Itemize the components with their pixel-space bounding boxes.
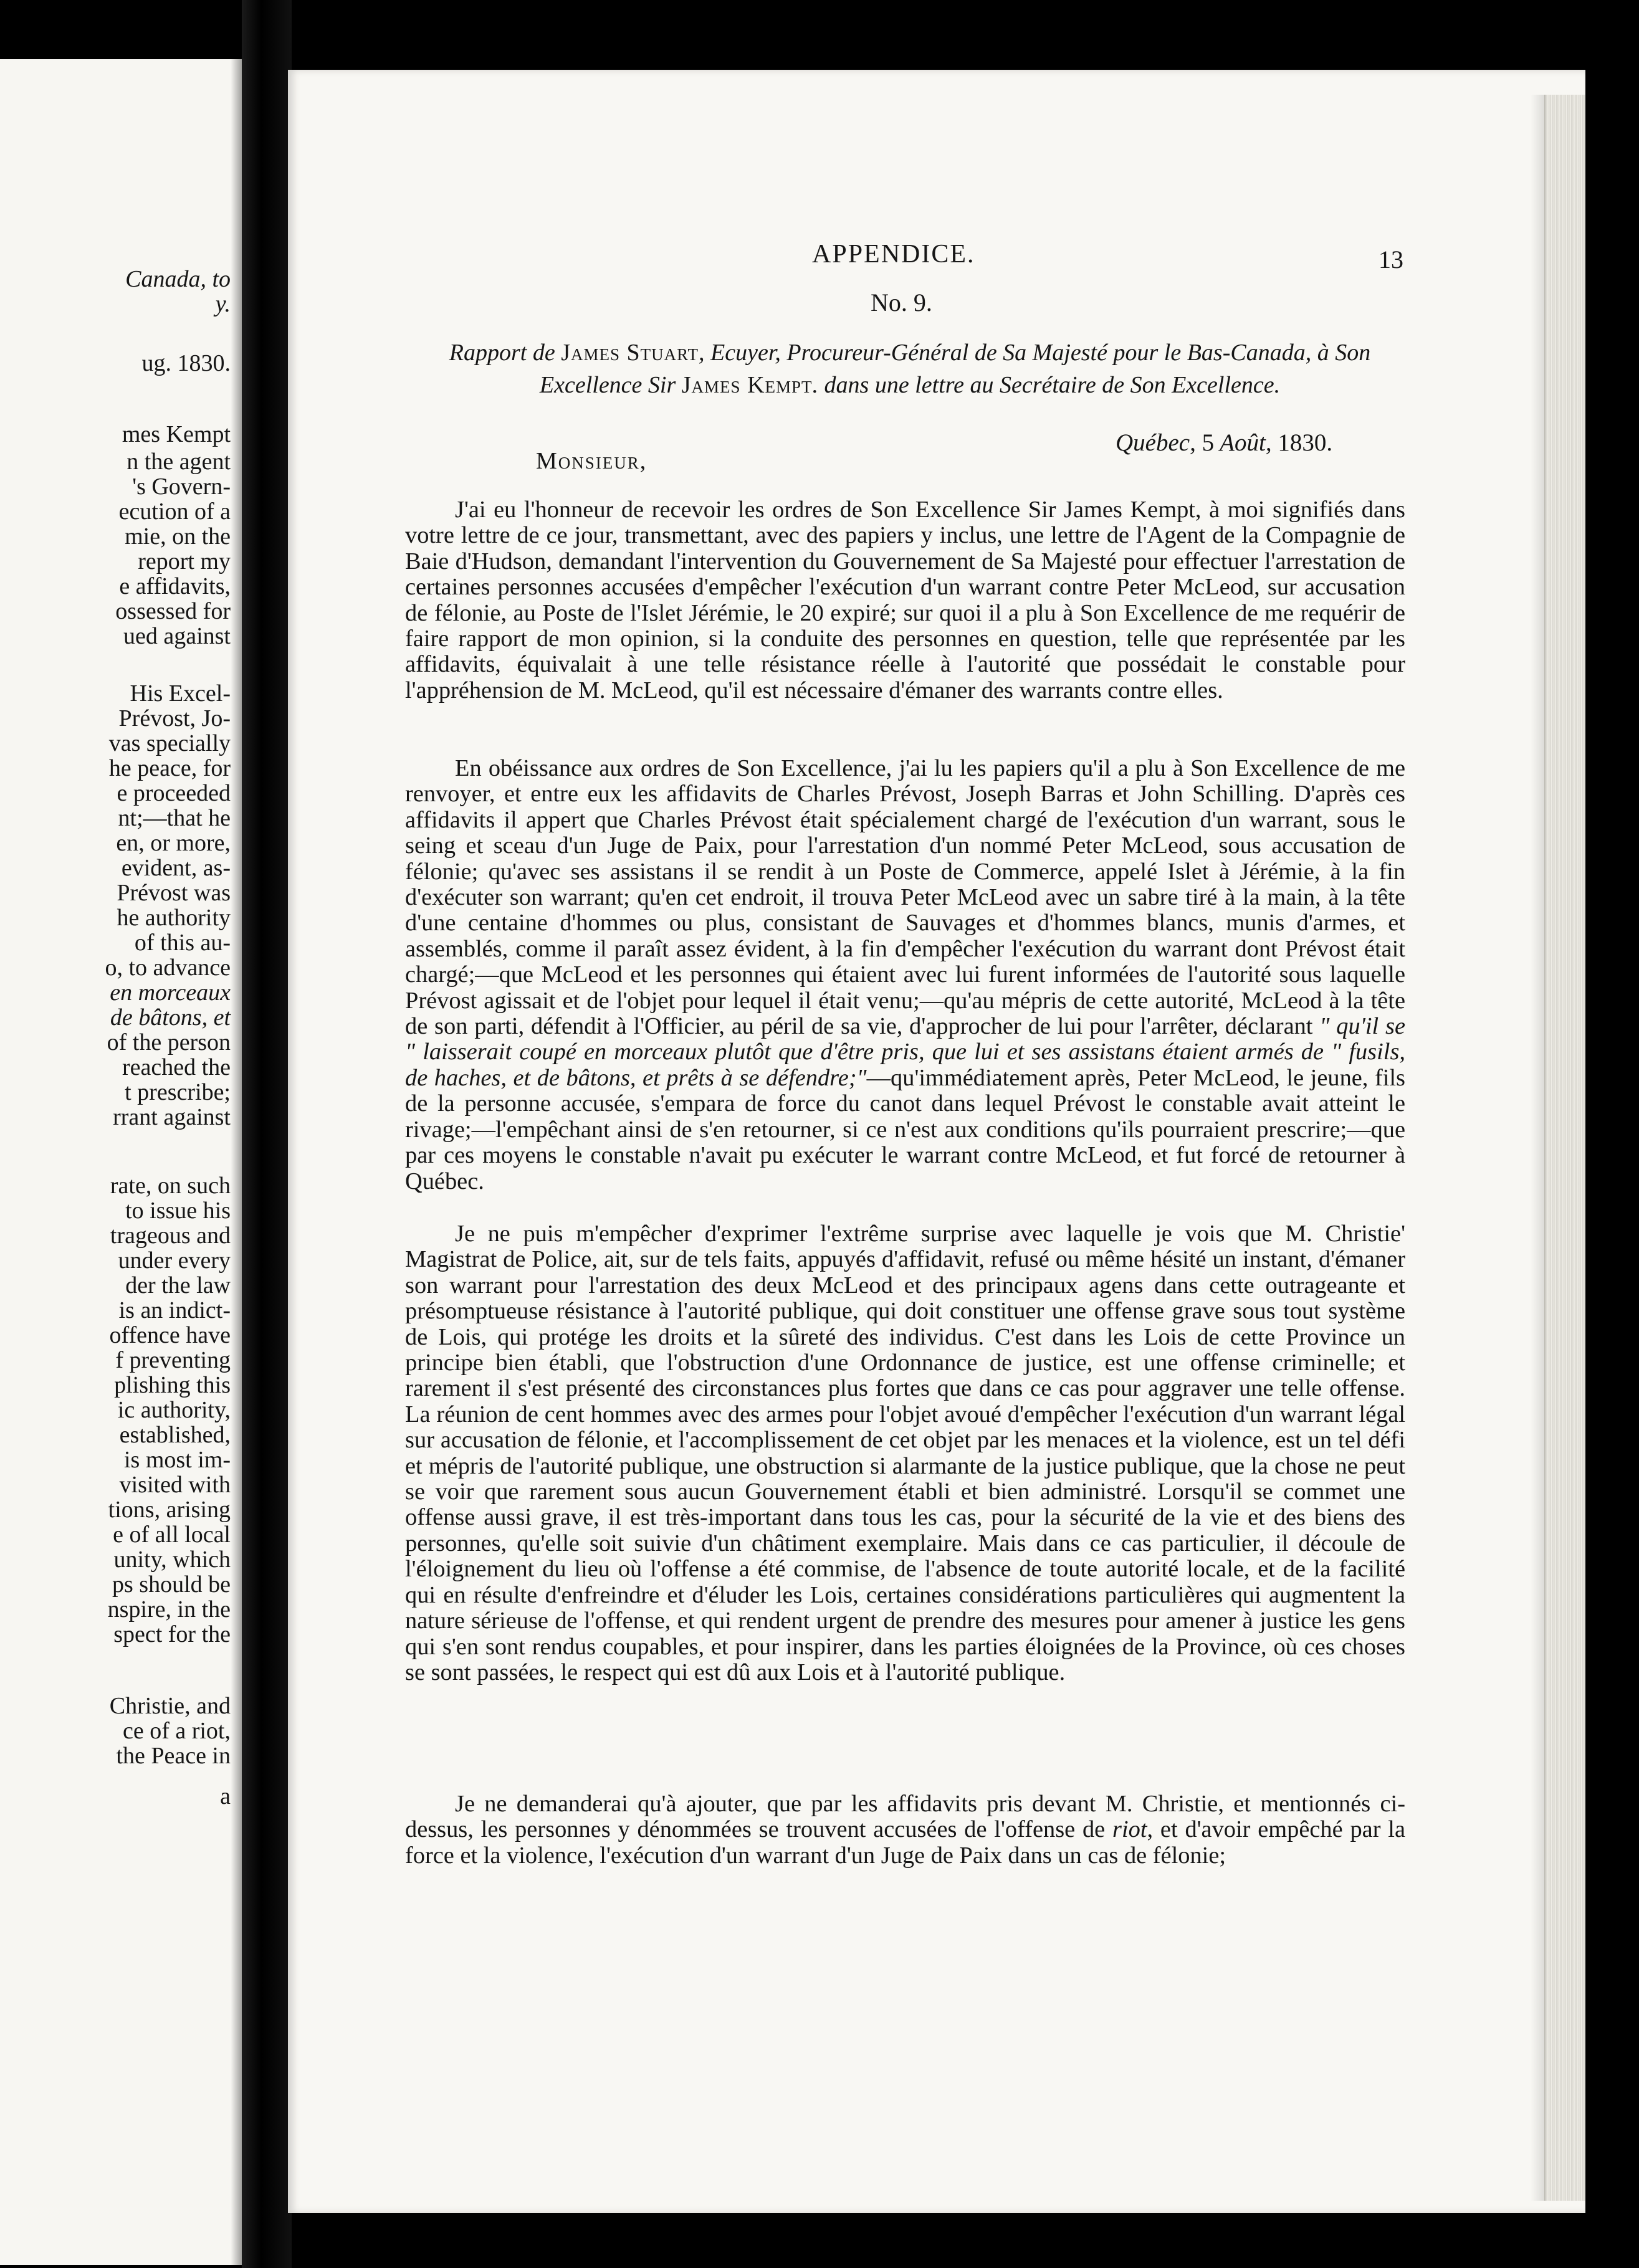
dateline-day: 5 xyxy=(1202,429,1215,456)
left-page-line: ecution of a xyxy=(118,498,231,525)
left-page-line: visited with xyxy=(119,1472,231,1498)
left-page-line: n the agent xyxy=(127,449,231,475)
page-edge-shadow xyxy=(1531,95,1546,2201)
running-head: APPENDICE. xyxy=(812,240,975,269)
left-page-line: offence have xyxy=(109,1322,231,1348)
left-page-line: nt;—that he xyxy=(118,805,231,831)
left-page-line: is an indict- xyxy=(118,1297,231,1323)
left-page-line: Prévost was xyxy=(117,880,231,906)
heading-text: , Ecuyer, Procureur-Général de Sa Majesté pour le Bas-Canada, à Son Excellence Sir xyxy=(539,340,1371,398)
left-page-line: en morceaux xyxy=(110,979,231,1006)
left-page-line: ued against xyxy=(123,623,231,649)
left-page-line: His Excel- xyxy=(130,680,231,707)
left-page-line: nspire, in the xyxy=(107,1596,231,1622)
left-page-line: of the person xyxy=(107,1029,231,1055)
left-page-line: ps should be xyxy=(112,1571,231,1598)
left-page-line: der the law xyxy=(125,1272,231,1298)
left-page-line: e of all local xyxy=(113,1522,231,1548)
left-page-line: under every xyxy=(118,1247,231,1274)
heading-text: Rapport de xyxy=(449,340,561,366)
left-page-line: a xyxy=(220,1783,231,1809)
left-page-line: ug. 1830. xyxy=(141,350,231,376)
quoted-declaration: " qu'il se " laisserait coupé en morceaux plutôt que d'être pris, que lui et ses assistans étaient armés de " fusils, de haches, et de bâtons, et prêts à se défendre;" xyxy=(405,1013,1405,1091)
left-page-line: Canada, to xyxy=(125,266,231,292)
left-page-line: en, or more, xyxy=(116,830,231,856)
dateline-place: Québec, xyxy=(1116,429,1202,456)
left-page-line: unity, which xyxy=(113,1546,231,1573)
left-page-line: he authority xyxy=(117,905,231,931)
page-fold-shadow xyxy=(231,59,242,2265)
paragraph-text: En obéissance aux ordres de Son Excellence, j'ai lu les papiers qu'il a plu à Son Excellence de me renvoyer, et entre eux les affidavits de Charles Prévost, Joseph Barras et John Schilling. D'après ces affidavits il appert que Charles Prévost était spécialement chargé de l'exécution d'un warrant, sous le seing et sceau d'un Juge de Paix, pour l'arrestation d'un nommé Peter McLeod, sous accusation de félonie; qu'avec ses assistans il se rendit à un Poste de Commerce, appelé Islet à Jérémie, à la fin d'exécuter son warrant; qu'en cet endroit, il trouva Peter McLeod avec un sabre tiré à la main, à la tête d'une centaine d'hommes ou plus, consistant de Sauvages et d'hommes blancs, munis d'armes, et assemblés, comme il paraît assez évident, à la fin d'empêcher l'exécution du warrant dont Prévost était chargé;—que McLeod et les personnes qui étaient avec lui furent informées de l'autorité sous laquelle Prévost agissait et de l'objet pour lequel il était venu;—qu'au mépris de cette autorité, McLeod à la tête de son parti, défendit à l'Officier, au péril de sa vie, d'approcher de lui pour l'arrêter, déclarant xyxy=(405,755,1405,1040)
page-stack-edge xyxy=(1544,95,1585,2201)
left-page-line: 's Govern- xyxy=(132,474,231,500)
dateline xyxy=(1116,429,1332,457)
left-page-line: y. xyxy=(215,291,231,317)
left-page-line: he peace, for xyxy=(108,755,231,781)
left-page-line: de bâtons, et xyxy=(110,1004,231,1031)
left-page-line: evident, as- xyxy=(121,855,231,881)
document-heading xyxy=(411,336,1408,401)
left-page-line: rrant against xyxy=(113,1104,231,1130)
body-paragraph-1: J'ai eu l'honneur de recevoir les ordres de Son Excellence Sir James Kempt, à moi signifiés dans votre lettre de ce jour, transmettant, avec des papiers y inclus, une lettre de l'Agent de la Compagnie de Baie d'Hudson, demandant l'intervention du Gouvernement de Sa Majesté pour effectuer l'arrestation de certaines personnes accusées d'empêcher l'exécution d'un warrant contre Peter McLeod, sur accusation de félonie, au Poste de l'Islet Jérémie, le 20 expiré; sur quoi il a plu à Son Excellence de me requérir de faire rapport de mon opinion, si la conduite des personnes en question, telle que représentée par les affidavits, équivalait à une telle résistance réelle à l'autorité que possédait le constable pour l'appréhension de M. McLeod, qu'il est nécessaire d'émaner des warrants contre elles. xyxy=(405,497,1405,703)
left-page-line: is most im- xyxy=(123,1447,231,1473)
left-page-line: of this au- xyxy=(134,930,231,956)
left-page-line: t prescribe; xyxy=(125,1079,231,1105)
body-paragraph-3: Je ne puis m'empêcher d'exprimer l'extrême surprise avec laquelle je vois que M. Christie' Magistrat de Police, ait, sur de tels faits, appuyés d'affidavit, refusé ou même hésité un instant, d'émaner son warrant pour l'arrestation des deux McLeod et des principaux agens dans cette outrageante et présomptueuse résistance à l'autorité publique, qui doit constituer une offense grave sous tout système de Lois, qui protége les droits et la sûreté des individus. C'est dans les Lois de cette Province un principe bien établi, que l'obstruction d'une Ordonnance de justice, est une offense criminelle; et rarement il s'est présenté des circonstances plus fortes que dans ce cas pour aggraver une telle offense. La réunion de cent hommes avec des armes pour l'objet avoué d'empêcher l'exécution d'un warrant légal sur accusation de félonie, et l'accomplissement de cet objet par les menaces et la violence, est un tel défi et mépris de l'autorité publique, une obstruction si alarmante de la justice publique, que la chose ne peut se voir que rarement sous aucun Gouvernement établi et bien administré. Lorsqu'il se commet une offense aussi grave, il est très-important dans tous les cas, pour la sécurité de la vie et des biens des personnes, qu'elle soit suivie d'un châtiment exemplaire. Mais dans ce cas particulier, il découle de l'éloignement du lieu où l'offense a été commise, de l'absence de toute autorité locale, et de la facilité qui en résulte d'enfreindre et d'éluder les Lois, certaines considérations particulières qui augmentent la nature sérieuse de l'offense, et qui rendent urgent de prendre des mesures pour amener à justice les gens qui s'en sont rendus coupables, et pour inspirer, dans les parties éloignées de la Province, où ces choses se sont passées, le respect qui est dû aux Lois et à l'autorité publique. xyxy=(405,1221,1405,1685)
left-page-line: mie, on the xyxy=(125,523,231,550)
left-page-line: trageous and xyxy=(110,1222,231,1249)
left-page-line: ossessed for xyxy=(115,598,231,624)
recipient-name: James Kempt xyxy=(681,372,813,398)
left-page-line: established, xyxy=(119,1422,231,1448)
italic-term: riot xyxy=(1112,1816,1147,1843)
author-name: James Stuart xyxy=(561,340,699,366)
body-paragraph-2 xyxy=(405,756,1405,1194)
salutation: Monsieur, xyxy=(536,448,647,474)
left-page-line: f preventing xyxy=(115,1347,231,1373)
left-page-line: tions, arising xyxy=(108,1497,231,1523)
left-page-line: to issue his xyxy=(125,1198,231,1224)
left-page-line: the Peace in xyxy=(116,1743,231,1769)
left-page-line: rate, on such xyxy=(110,1173,231,1199)
left-page-line: e affidavits, xyxy=(119,573,231,599)
document-number: No. 9. xyxy=(871,288,932,317)
left-page-line: o, to advance xyxy=(105,955,231,981)
dateline-month: Août, xyxy=(1214,429,1278,456)
left-page-line: report my xyxy=(138,548,231,574)
previous-page-fragment xyxy=(0,59,242,2265)
left-page-line: e proceeded xyxy=(117,780,231,806)
dateline-year: 1830. xyxy=(1278,429,1333,456)
left-page-line: reached the xyxy=(122,1054,231,1080)
paragraph-text: Je ne demanderai qu'à ajouter, que par les affidavits pris devant M. Christie, et mentionnés ci-dessus, les personnes y dénommées se trouvent accusées de l'offense de xyxy=(405,1791,1405,1843)
paragraph-text: , et d'avoir empêché par la force et la violence, l'exécution d'un warrant d'un Juge de Paix dans un cas de félonie; xyxy=(405,1816,1406,1869)
body-paragraph-4 xyxy=(405,1791,1405,1869)
left-page-line: spect for the xyxy=(113,1621,231,1647)
left-page-line: Prévost, Jo- xyxy=(118,705,231,731)
left-page-line: Christie, and xyxy=(109,1693,231,1719)
book-gutter xyxy=(242,0,292,2268)
paragraph-text: —qu'immédiatement après, Peter McLeod, le jeune, fils de la personne accusée, s'empara de force du canot dans lequel Prévost le constable avait atteint le rivage;—l'empêchant ainsi de s'en retourner, si ce n'est aux conditions qu'ils pourraient prescrire;—que par ces moyens le constable n'avait pu exécuter le warrant contre McLeod, et fut forcé de retourner à Québec. xyxy=(405,1064,1405,1194)
left-page-line: mes Kempt xyxy=(122,421,231,447)
heading-text: . dans une lettre au Secrétaire de Son Excellence. xyxy=(812,372,1281,398)
left-page-line: ic authority, xyxy=(117,1397,231,1423)
left-page-line: ce of a riot, xyxy=(122,1718,231,1744)
left-page-line: plishing this xyxy=(114,1372,231,1398)
left-page-line: vas specially xyxy=(108,730,231,756)
page-number: 13 xyxy=(1379,245,1403,274)
